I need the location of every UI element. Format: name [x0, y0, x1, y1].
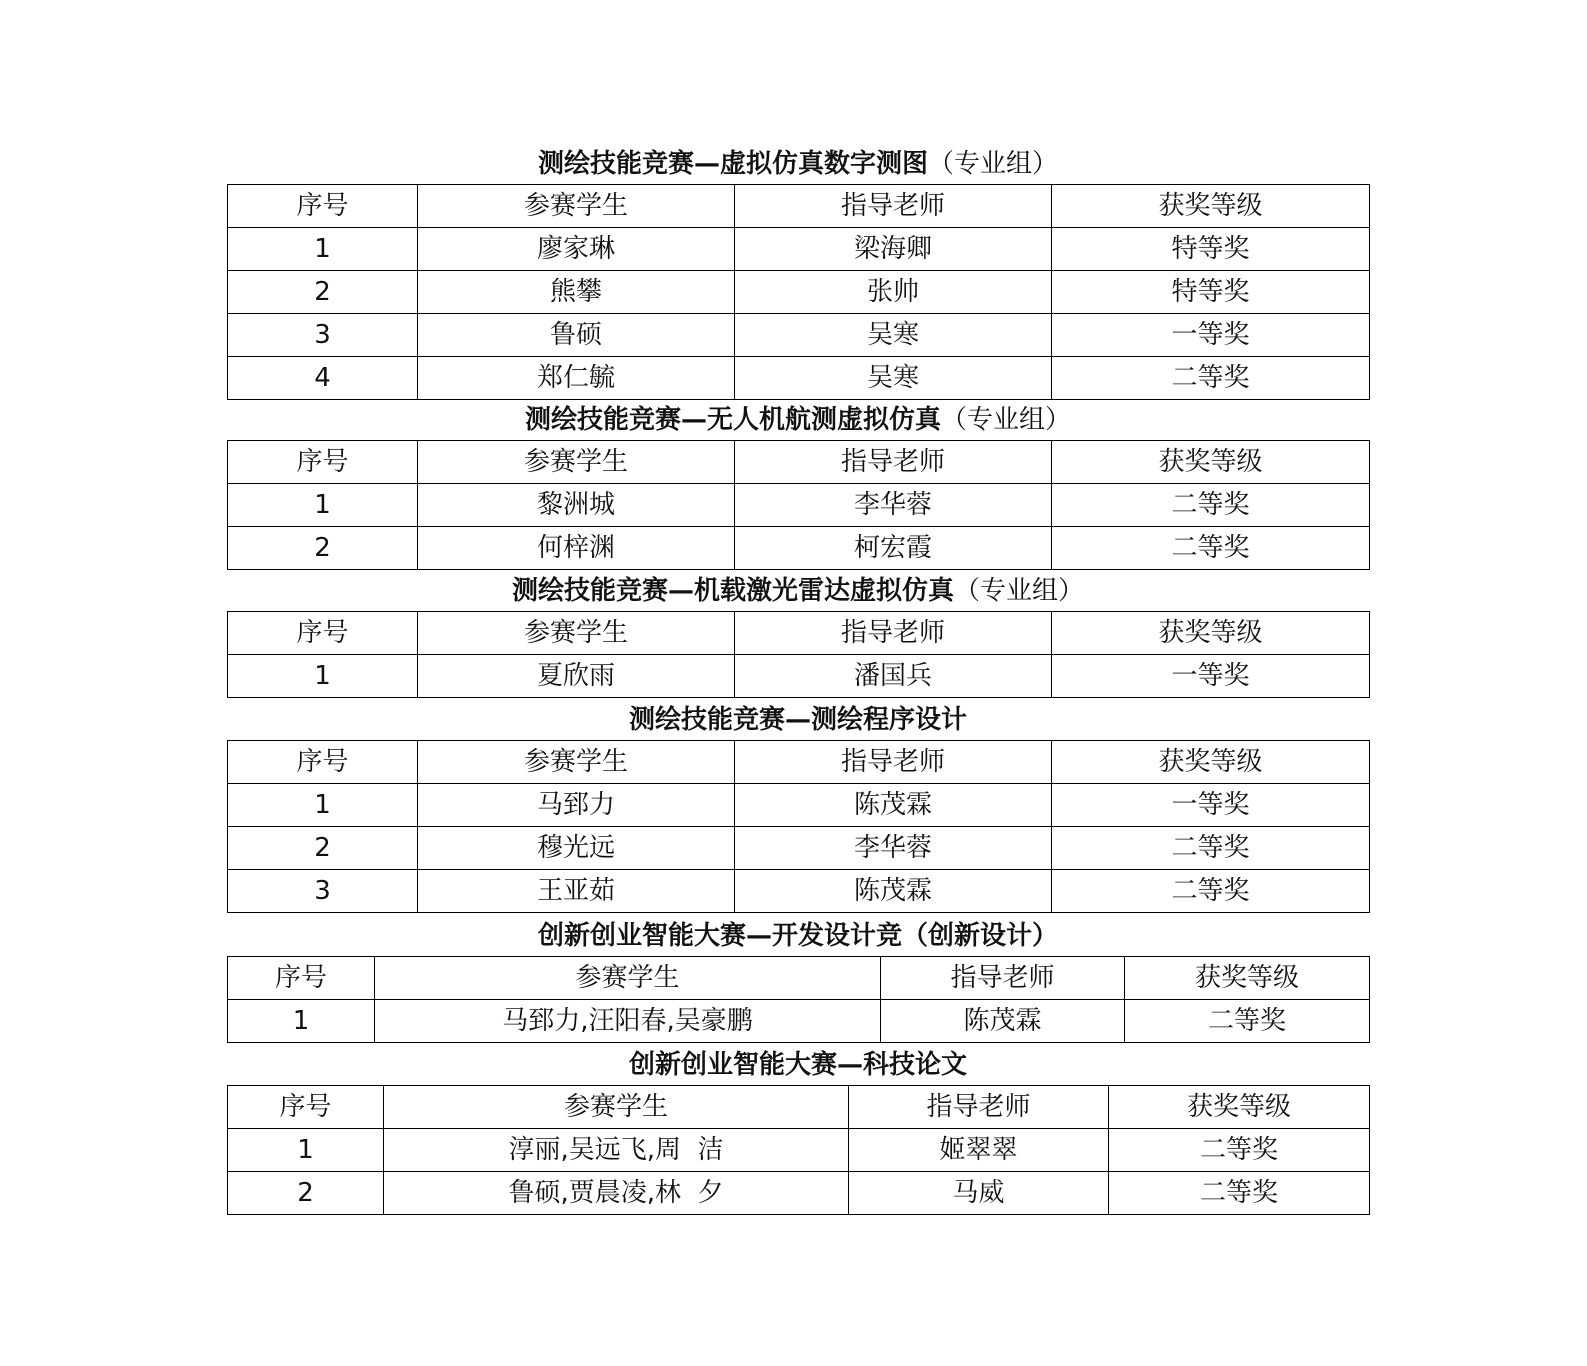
table-cell: 二等奖: [1052, 827, 1370, 870]
section-title-main: 测绘技能竞赛—无人机航测虚拟仿真: [524, 405, 941, 435]
header-cell: 获奖等级: [1109, 1086, 1370, 1129]
section-title-suffix: （专业组）: [954, 576, 1085, 606]
table-cell: 夏欣雨: [418, 655, 735, 698]
table-cell: 特等奖: [1052, 271, 1370, 314]
table-cell: 柯宏霞: [735, 527, 1052, 570]
header-cell: 序号: [228, 612, 418, 655]
table-cell: 2: [228, 827, 418, 870]
table-cell: 吴寒: [735, 357, 1052, 400]
table-header-row: [228, 957, 1370, 1000]
section-title-main: 创新创业智能大赛—开发设计竞（创新设计）: [537, 921, 1058, 951]
table-cell: 2: [228, 1172, 384, 1215]
awards-table: [227, 611, 1370, 698]
table-cell: 熊攀: [418, 271, 735, 314]
table-cell: 鲁硕,贾晨凌,林 夕: [384, 1172, 849, 1215]
header-cell: 指导老师: [881, 957, 1125, 1000]
table-row: [228, 655, 1370, 698]
table-header-row: [228, 612, 1370, 655]
table-cell: 2: [228, 527, 418, 570]
awards-table: [227, 1085, 1370, 1215]
header-cell: 指导老师: [735, 612, 1052, 655]
table-cell: 二等奖: [1052, 527, 1370, 570]
header-cell: 获奖等级: [1052, 612, 1370, 655]
section-title-suffix: （专业组）: [941, 405, 1072, 435]
awards-table: [227, 740, 1370, 913]
table-row: [228, 1000, 1370, 1043]
table-cell: 黎洲城: [418, 484, 735, 527]
header-cell: 指导老师: [735, 185, 1052, 228]
table-cell: 1: [228, 1000, 375, 1043]
table-cell: 二等奖: [1052, 357, 1370, 400]
section-title-main: 测绘技能竞赛—虚拟仿真数字测图: [537, 149, 928, 179]
table-row: [228, 357, 1370, 400]
table-cell: 2: [228, 271, 418, 314]
header-cell: 参赛学生: [384, 1086, 849, 1129]
table-cell: 特等奖: [1052, 228, 1370, 271]
table-cell: 1: [228, 1129, 384, 1172]
table-row: [228, 1129, 1370, 1172]
section-title: [227, 702, 1369, 738]
header-cell: 获奖等级: [1052, 441, 1370, 484]
awards-table: [227, 440, 1370, 570]
header-cell: 序号: [228, 1086, 384, 1129]
table-cell: 二等奖: [1109, 1172, 1370, 1215]
header-cell: 获奖等级: [1125, 957, 1370, 1000]
header-cell: 序号: [228, 441, 418, 484]
table-cell: 马郅力: [418, 784, 735, 827]
table-cell: 1: [228, 655, 418, 698]
header-cell: 序号: [228, 741, 418, 784]
table-cell: 梁海卿: [735, 228, 1052, 271]
table-cell: 4: [228, 357, 418, 400]
section-title-suffix: （专业组）: [928, 149, 1059, 179]
section-title: [227, 1047, 1369, 1083]
header-cell: 获奖等级: [1052, 741, 1370, 784]
table-row: [228, 527, 1370, 570]
table-cell: 吴寒: [735, 314, 1052, 357]
table-cell: 马郅力,汪阳春,吴豪鹏: [375, 1000, 881, 1043]
table-cell: 一等奖: [1052, 784, 1370, 827]
table-cell: 1: [228, 228, 418, 271]
table-cell: 潘国兵: [735, 655, 1052, 698]
header-cell: 序号: [228, 957, 375, 1000]
table-row: [228, 271, 1370, 314]
table-row: [228, 1172, 1370, 1215]
section-title: [227, 918, 1369, 954]
header-cell: 参赛学生: [418, 185, 735, 228]
section-title: [227, 573, 1369, 609]
section-title: [227, 146, 1369, 182]
table-cell: 淳丽,吴远飞,周 洁: [384, 1129, 849, 1172]
table-row: [228, 484, 1370, 527]
header-cell: 参赛学生: [375, 957, 881, 1000]
table-cell: 郑仁毓: [418, 357, 735, 400]
table-row: [228, 784, 1370, 827]
table-cell: 张帅: [735, 271, 1052, 314]
table-cell: 何梓渊: [418, 527, 735, 570]
table-cell: 1: [228, 484, 418, 527]
header-cell: 指导老师: [849, 1086, 1109, 1129]
table-cell: 姬翠翠: [849, 1129, 1109, 1172]
table-cell: 廖家琳: [418, 228, 735, 271]
table-row: [228, 870, 1370, 913]
table-header-row: [228, 1086, 1370, 1129]
table-cell: 二等奖: [1052, 484, 1370, 527]
awards-table: [227, 184, 1370, 400]
table-cell: 王亚茹: [418, 870, 735, 913]
table-cell: 陈茂霖: [881, 1000, 1125, 1043]
table-cell: 二等奖: [1125, 1000, 1370, 1043]
table-cell: 陈茂霖: [735, 870, 1052, 913]
table-cell: 3: [228, 870, 418, 913]
table-cell: 鲁硕: [418, 314, 735, 357]
section-title: [227, 402, 1369, 438]
table-cell: 马威: [849, 1172, 1109, 1215]
table-row: [228, 228, 1370, 271]
section-title-main: 测绘技能竞赛—测绘程序设计: [628, 705, 967, 735]
table-row: [228, 827, 1370, 870]
table-header-row: [228, 185, 1370, 228]
table-cell: 陈茂霖: [735, 784, 1052, 827]
table-cell: 二等奖: [1052, 870, 1370, 913]
table-cell: 穆光远: [418, 827, 735, 870]
header-cell: 指导老师: [735, 441, 1052, 484]
table-row: [228, 314, 1370, 357]
header-cell: 参赛学生: [418, 741, 735, 784]
header-cell: 参赛学生: [418, 441, 735, 484]
section-title-main: 测绘技能竞赛—机载激光雷达虚拟仿真: [511, 576, 954, 606]
table-cell: 1: [228, 784, 418, 827]
table-cell: 3: [228, 314, 418, 357]
awards-table: [227, 956, 1370, 1043]
table-cell: 一等奖: [1052, 314, 1370, 357]
table-cell: 一等奖: [1052, 655, 1370, 698]
table-cell: 李华蓉: [735, 827, 1052, 870]
header-cell: 获奖等级: [1052, 185, 1370, 228]
header-cell: 指导老师: [735, 741, 1052, 784]
table-cell: 李华蓉: [735, 484, 1052, 527]
table-cell: 二等奖: [1109, 1129, 1370, 1172]
table-header-row: [228, 441, 1370, 484]
header-cell: 序号: [228, 185, 418, 228]
header-cell: 参赛学生: [418, 612, 735, 655]
table-header-row: [228, 741, 1370, 784]
section-title-main: 创新创业智能大赛—科技论文: [628, 1050, 967, 1080]
